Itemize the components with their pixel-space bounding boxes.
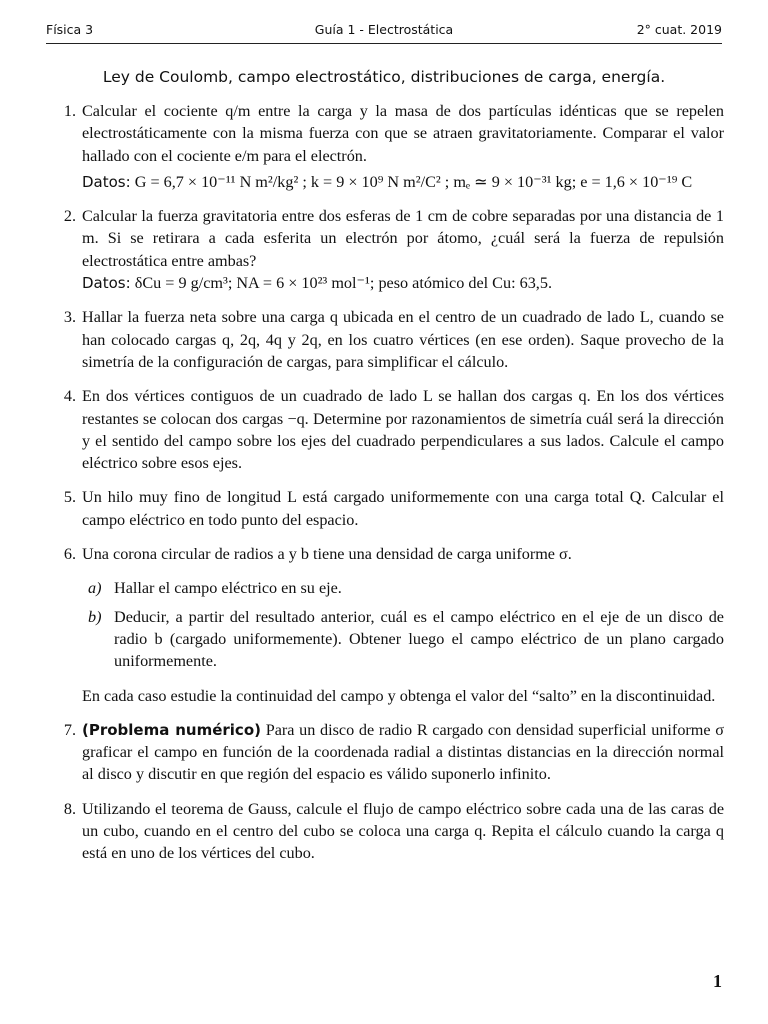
- problem-number: 4.: [63, 387, 76, 406]
- datos-text: δCu = 9 g/cm³; NA = 6 × 10²³ mol⁻¹; peso atómico del Cu: 63,5.: [134, 274, 552, 293]
- problem-number: 8.: [63, 799, 76, 818]
- subitem-a: [82, 577, 724, 599]
- problem-number: 1.: [63, 102, 76, 120]
- problem-7: [56, 719, 724, 786]
- datos-label: Datos:: [82, 172, 131, 191]
- subitem-b: [82, 606, 724, 673]
- problem-8: [56, 798, 724, 865]
- problem-text: Calcular la fuerza gravitatoria entre dos esferas de 1 cm de cobre separadas por una distancia de 1 m. Si se retirara a cada esferita un electrón por átomo, ¿cuál será la fuerza de repulsión electrostática entre ambas?: [82, 207, 724, 270]
- problem-5: [56, 486, 724, 531]
- problem-text: Para un disco de radio R cargado con densidad superficial uniforme σ graficar el campo en función de la coordenada radial a distintas distancias en la dirección normal al disco y discutir en que región del espacio es válido suponerlo infinito.: [82, 720, 724, 784]
- subitem-label: b): [88, 607, 102, 626]
- page-number: 1: [713, 971, 722, 991]
- problem-text: Utilizando el teorema de Gauss, calcule el flujo de campo eléctrico sobre cada una de las caras de un cubo, cuando en el centro del cubo se coloca una carga q. Repita el cálculo cuando la carga q está en uno de los vértices del cubo.: [82, 799, 724, 863]
- subitem-text: Hallar el campo eléctrico en su eje.: [114, 579, 342, 598]
- numeric-problem-label: (Problema numérico): [82, 720, 261, 739]
- problem-number: 7.: [63, 720, 76, 739]
- problem-3: [56, 306, 724, 373]
- problem-number: 5.: [63, 488, 76, 507]
- guide-title: Guía 1 - Electrostática: [314, 22, 454, 37]
- problem-number: 2.: [63, 207, 76, 226]
- term-label: 2° cuat. 2019: [636, 22, 722, 37]
- problem-4: [56, 385, 724, 474]
- datos-text: G = 6,7 × 10⁻¹¹ N m²/kg² ; k = 9 × 10⁹ N m²/C² ; mₑ ≃ 9 × 10⁻³¹ kg; e = 1,6 × 10⁻¹⁹ C: [134, 172, 693, 191]
- problem-data: [82, 171, 724, 193]
- closing-note: En cada caso estudie la continuidad del campo y obtenga el valor del “salto” en la discontinuidad.: [82, 686, 716, 705]
- problem-text: Hallar la fuerza neta sobre una carga q ubicada en el centro de un cuadrado de lado L, cuando se han colocado cargas q, 2q, 4q y 2q, en los cuatro vértices (en ese orden). Saque provecho de la simetría de la configuración de cargas, para simplificar el cálculo.: [82, 308, 724, 371]
- subitem-label: a): [88, 579, 102, 598]
- datos-label: Datos:: [82, 274, 131, 293]
- page-header: [46, 22, 722, 42]
- problem-text: Un hilo muy fino de longitud L está cargado uniformemente con una carga total Q. Calcular el campo eléctrico en todo punto del espacio.: [82, 488, 724, 529]
- problem-text: En dos vértices contiguos de un cuadrado de lado L se hallan dos cargas q. En los dos vértices restantes se colocan dos cargas −q. Determine por razonamientos de simetría cuál será la dirección y el sentido del campo sobre los ejes del cuadrado perpendiculares a sus lados. Calcule el campo eléctrico sobre esos ejes.: [82, 387, 724, 473]
- problem-2: [56, 205, 724, 294]
- section-title: Ley de Coulomb, campo electrostático, distribuciones de carga, energía.: [102, 68, 666, 86]
- problem-number: 6.: [63, 545, 76, 564]
- problem-text: Calcular el cociente q/m entre la carga y la masa de dos partículas idénticas que se repelen electrostáticamente con la misma fuerza con que se atraen gravitatoriamente. Comparar el valor hallado con el cociente e/m para el electrón.: [82, 102, 724, 165]
- problem-list: [56, 100, 724, 877]
- problem-data: [82, 272, 724, 294]
- subitem-text: Deducir, a partir del resultado anterior, cuál es el campo eléctrico en el eje de un disco de radio b (cargado uniformemente). Obtener luego el campo eléctrico de un plano cargado uniformemente.: [114, 607, 724, 671]
- problem-text: Una corona circular de radios a y b tiene una densidad de carga uniforme σ.: [82, 545, 572, 564]
- problem-6: [56, 543, 724, 707]
- course-name: Física 3: [46, 22, 94, 37]
- header-rule: [46, 43, 722, 44]
- problem-1: [56, 100, 724, 193]
- problem-body: [82, 719, 724, 786]
- problem-number: 3.: [63, 308, 76, 327]
